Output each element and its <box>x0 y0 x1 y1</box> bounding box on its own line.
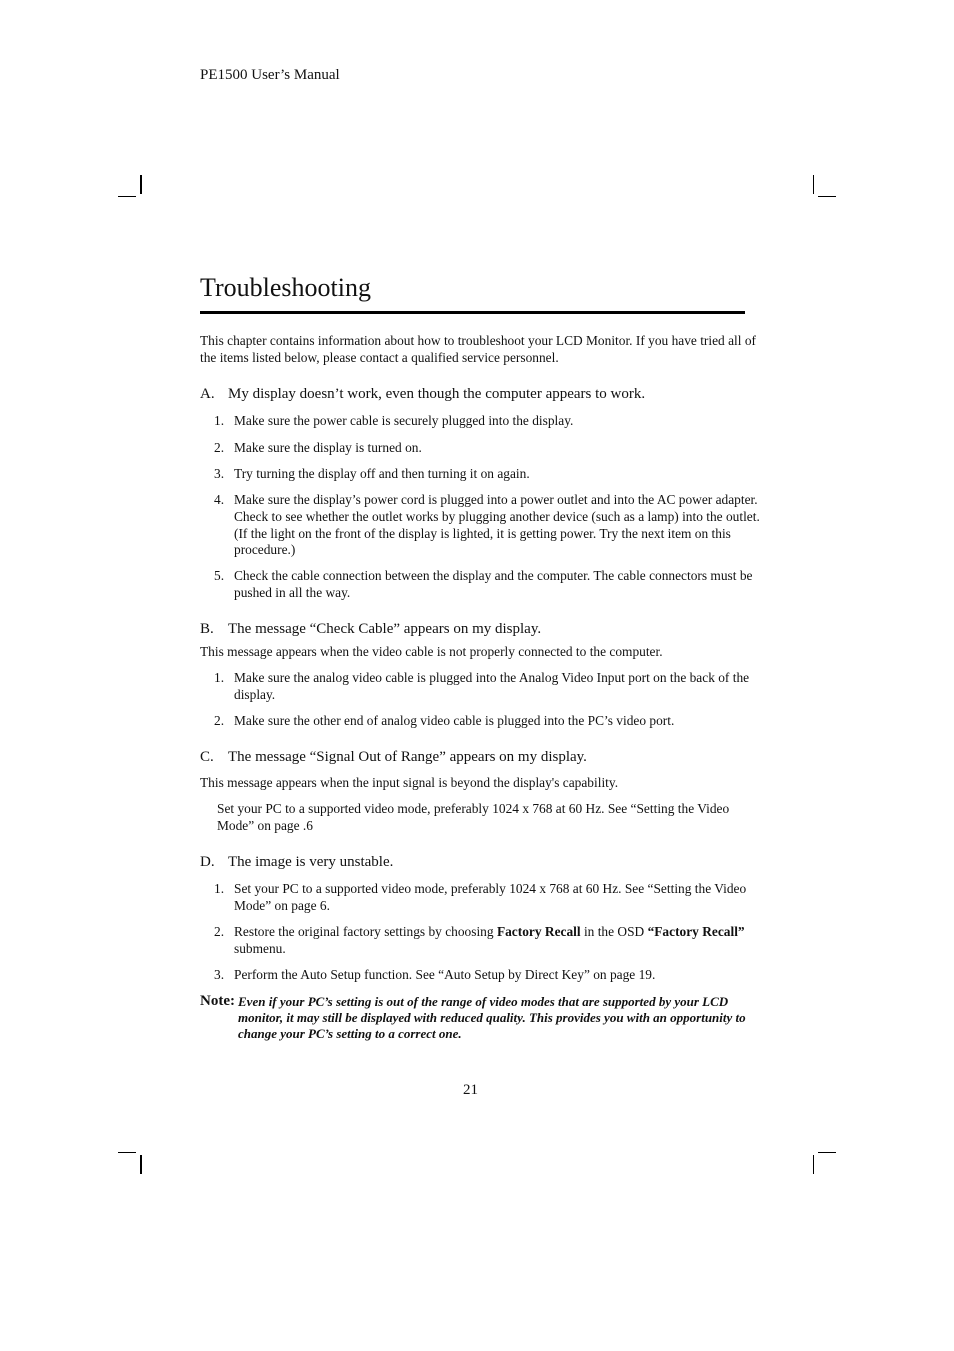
list-number: 2. <box>214 924 225 939</box>
list-text: Make sure the other end of analog video cable is plugged into the PC’s video port. <box>234 713 675 728</box>
list-item <box>214 466 760 483</box>
crop-mark-bottom-left-vertical <box>140 1155 142 1174</box>
chapter-intro: This chapter contains information about how to troubleshoot your LCD Monitor. If you have tried all of the items listed below, please contact a qualified service personnel. <box>200 333 756 365</box>
section-b-heading <box>200 621 541 638</box>
list-number: 1. <box>214 670 225 685</box>
list-number: 2. <box>214 440 225 455</box>
list-item <box>214 924 760 958</box>
title-underline <box>200 311 745 314</box>
list-number: 3. <box>214 466 225 481</box>
list-item <box>214 568 760 602</box>
list-number: 4. <box>214 492 225 507</box>
text-run: submenu. <box>234 940 286 956</box>
list-text <box>234 924 760 958</box>
list-number: 3. <box>214 967 225 982</box>
section-letter: D. <box>200 854 215 870</box>
crop-mark-top-left-horizontal <box>118 196 136 197</box>
list-text: Make sure the display is turned on. <box>234 440 422 455</box>
text-run: in the OSD <box>580 924 648 939</box>
crop-mark-bottom-right-vertical <box>813 1155 814 1174</box>
list-item <box>214 713 760 730</box>
crop-mark-bottom-left-horizontal <box>118 1152 136 1153</box>
section-heading-text: My display doesn’t work, even though the computer appears to work. <box>228 386 646 402</box>
list-text: Set your PC to a supported video mode, preferably 1024 x 768 at 60 Hz. See “Setting the Video Mode” on page 6. <box>234 881 747 913</box>
list-text: Check the cable connection between the display and the computer. The cable connectors must be pushed in all the way. <box>234 568 753 600</box>
list-number: 2. <box>214 713 225 728</box>
list-item <box>214 440 760 457</box>
note <box>200 994 760 1043</box>
crop-mark-top-left-vertical <box>140 175 142 194</box>
chapter-title: Troubleshooting <box>200 273 371 302</box>
list-item <box>214 967 760 984</box>
section-d-heading <box>200 854 393 871</box>
list-number: 1. <box>214 413 225 428</box>
section-letter: C. <box>200 749 214 765</box>
factory-recall-term: Factory Recall <box>496 924 581 939</box>
list-item <box>214 881 760 915</box>
list-item <box>214 413 760 430</box>
section-c-description: This message appears when the input signal is beyond the display's capability. <box>200 775 619 790</box>
crop-mark-top-right-vertical <box>813 175 814 194</box>
section-letter: B. <box>200 621 214 637</box>
list-number: 5. <box>214 568 225 583</box>
list-text: Perform the Auto Setup function. See “Auto Setup by Direct Key” on page 19. <box>234 967 656 982</box>
section-c-body: Set your PC to a supported video mode, preferably 1024 x 768 at 60 Hz. See “Setting the Video Mode” on page .6 <box>217 801 730 833</box>
list-text: Try turning the display off and then turning it on again. <box>234 466 530 481</box>
section-letter: A. <box>200 386 215 402</box>
section-b-description: This message appears when the video cable is not properly connected to the computer. <box>200 644 663 659</box>
list-item <box>214 670 760 704</box>
page-number: 21 <box>463 1082 478 1098</box>
section-heading-text: The message “Signal Out of Range” appears on my display. <box>228 749 587 765</box>
factory-recall-submenu-term: “Factory Recall” <box>647 924 745 939</box>
section-c-heading <box>200 749 587 766</box>
section-a-heading <box>200 386 645 403</box>
list-text: Make sure the power cable is securely plugged into the display. <box>234 413 574 428</box>
crop-mark-bottom-right-horizontal <box>818 1152 836 1153</box>
running-head: PE1500 User’s Manual <box>200 67 340 83</box>
list-item <box>214 492 760 559</box>
section-heading-text: The message “Check Cable” appears on my display. <box>228 621 542 637</box>
note-text: Even if your PC’s setting is out of the range of video modes that are supported by your LCD monitor, it may still be displayed with reduced quality. This provides you with an opportunity to change your PC’s setting to a correct one. <box>238 994 746 1042</box>
list-text: Make sure the analog video cable is plugged into the Analog Video Input port on the back of the display. <box>234 670 750 702</box>
note-label: Note: <box>200 993 235 1009</box>
section-heading-text: The image is very unstable. <box>228 854 394 870</box>
list-text: Make sure the display’s power cord is plugged into a power outlet and into the AC power adapter. Check to see whether the outlet works by plugging another device (such as a lamp) into the outlet. (If the light on the front of the display is lighted, it is getting power. Try the next item on this procedure.) <box>234 492 760 558</box>
crop-mark-top-right-horizontal <box>818 196 836 197</box>
list-number: 1. <box>214 881 225 896</box>
text-run: Restore the original factory settings by choosing <box>234 924 497 939</box>
